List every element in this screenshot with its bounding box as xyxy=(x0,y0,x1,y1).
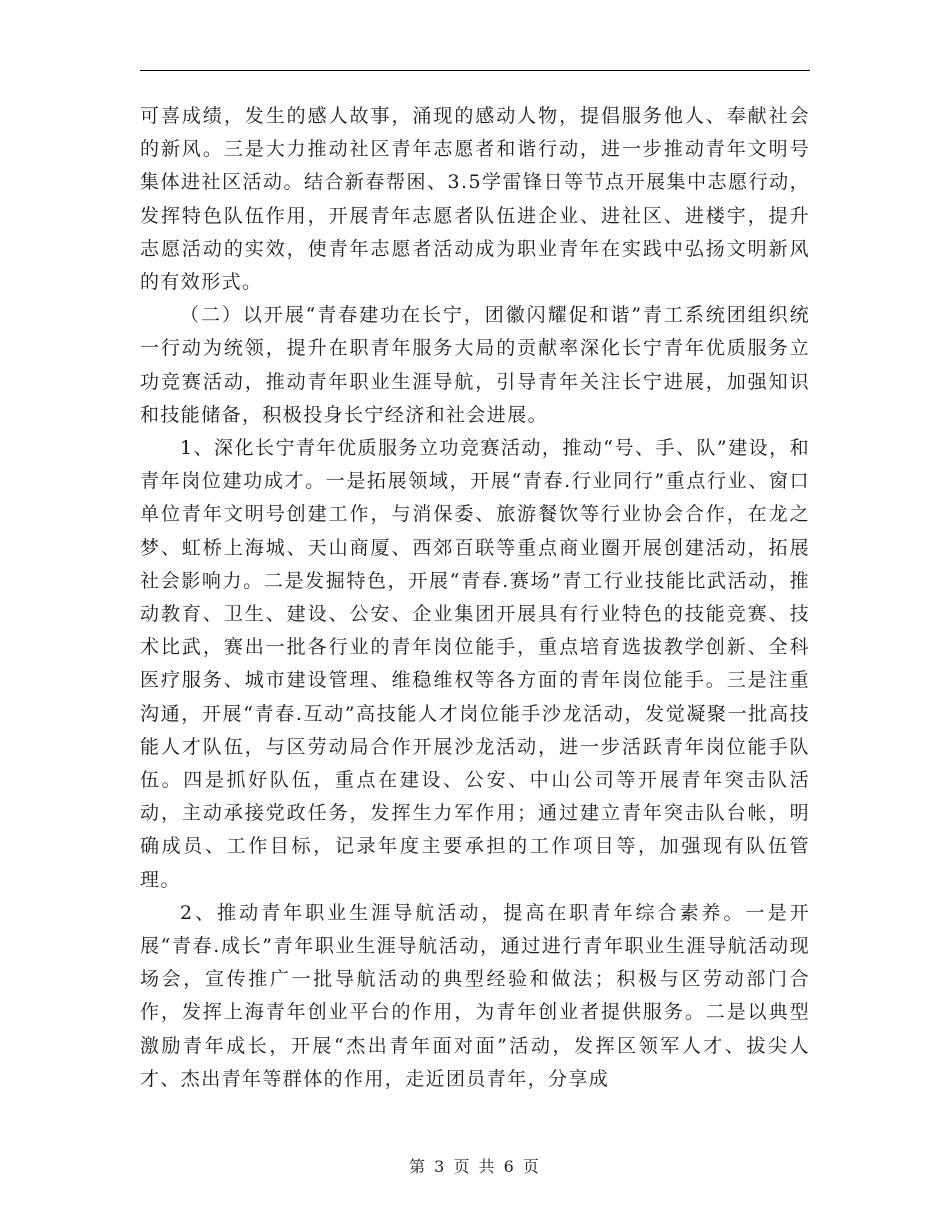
paragraph-item-two: 2、推动青年职业生涯导航活动，提高在职青年综合素养。一是开展“青春.成长”青年职业生涯导航活动，通过进行青年职业生涯导航活动现场会，宣传推广一批导航活动的典型经验和做法；积极与区劳动部门合作，发挥上海青年创业平台的作用，为青年创业者提供服务。二是以典型激励青年成长，开展“杰出青年面对面”活动，发挥区领军人才、拔尖人才、杰出青年等群体的作用，走近团员青年，分享成 xyxy=(140,901,810,1090)
header-rule xyxy=(140,70,810,71)
paragraph-continuation: 可喜成绩，发生的感人故事，涌现的感动人物，提倡服务他人、奉献社会的新风。三是大力推动社区青年志愿者和谐行动，进一步推动青年文明号集体进社区活动。结合新春帮困、3.5学雷锋日等节点开展集中志愿行动，发挥特色队伍作用，开展青年志愿者队伍进企业、进社区、进楼宇，提升志愿活动的实效，使青年志愿者活动成为职业青年在实践中弘扬文明新风的有效形式。 xyxy=(140,105,810,294)
paragraph-item-one: 1、深化长宁青年优质服务立功竞赛活动，推动“号、手、队”建设，和青年岗位建功成才。一是拓展领域，开展“青春.行业同行”重点行业、窗口单位青年文明号创建工作，与消保委、旅游餐饮等行业协会合作，在龙之梦、虹桥上海城、天山商厦、西郊百联等重点商业圈开展创建活动，拓展社会影响力。二是发掘特色，开展“青春.赛场”青工行业技能比武活动，推动教育、卫生、建设、公安、企业集团开展具有行业特色的技能竞赛、技术比武，赛出一批各行业的青年岗位能手，重点培育选拔教学创新、全科医疗服务、城市建设管理、维稳维权等各方面的青年岗位能手。三是注重沟通，开展“青春.互动”高技能人才岗位能手沙龙活动，发觉凝聚一批高技能人才队伍，与区劳动局合作开展沙龙活动，进一步活跃青年岗位能手队伍。四是抓好队伍，重点在建设、公安、中山公司等开展青年突击队活动，主动承接党政任务，发挥生力军作用；通过建立青年突击队台帐，明确成员、工作目标，记录年度主要承担的工作项目等，加强现有队伍管理。 xyxy=(140,437,810,891)
document-body xyxy=(140,100,810,1096)
page-number-footer: 第 3 页 共 6 页 xyxy=(409,1157,541,1176)
paragraph-section-two: （二）以开展“青春建功在长宁，团徽闪耀促和谐”青工系统团组织统一行动为统领，提升在职青年服务大局的贡献率深化长宁青年优质服务立功竞赛活动，推动青年职业生涯导航，引导青年关注长宁进展，加强知识和技能储备，积极投身长宁经济和社会进展。 xyxy=(140,304,810,426)
